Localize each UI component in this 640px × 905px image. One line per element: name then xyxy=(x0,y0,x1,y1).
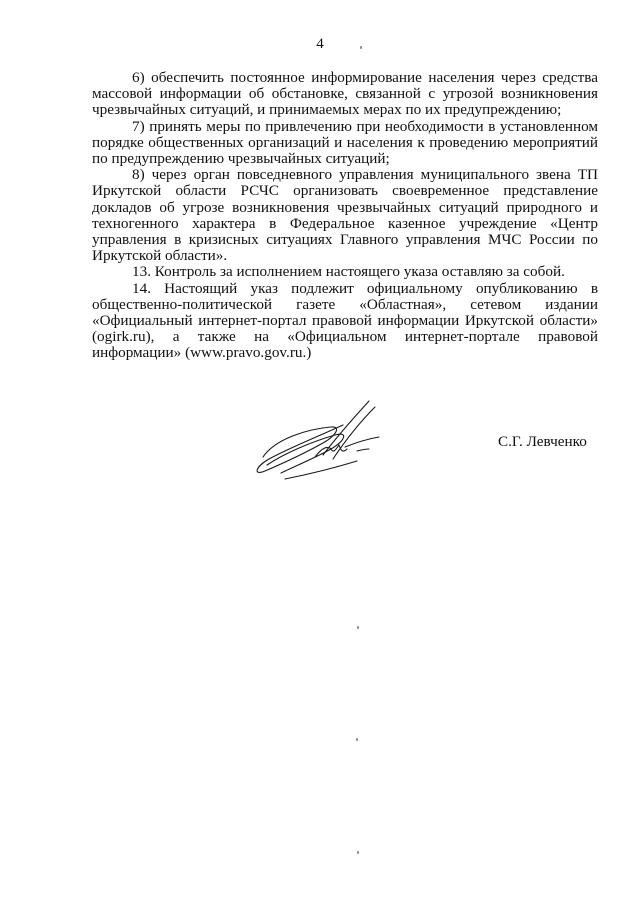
scan-speck xyxy=(360,46,362,49)
handwritten-signature xyxy=(245,395,395,485)
paragraph-item-13: 13. Контроль за исполнением настоящего указа оставляю за собой. xyxy=(132,263,565,281)
page-number: 4 xyxy=(316,36,324,52)
scan-speck xyxy=(357,851,359,854)
scan-speck xyxy=(357,626,359,629)
paragraph-item-7: 7) принять меры по привлечению при необходимости в установленном порядке общественных организаций и населения к проведению мероприятий по предупреждению чрезвычайных ситуаций; xyxy=(92,117,598,168)
scan-speck xyxy=(356,738,358,741)
paragraph-item-14: 14. Настоящий указ подлежит официальному опубликованию в общественно-политической газете «Областная», сетевом издании «Официальный интернет-портал правовой информации Иркутской области» (ogirk.ru), а также на «Официальном интернет-портале правовой информации» (www.pravo.gov.ru.) xyxy=(92,279,598,362)
signer-name: С.Г. Левченко xyxy=(498,433,587,450)
paragraph-item-6: 6) обеспечить постоянное информирование населения через средства массовой информации об обстановке, связанной с угрозой возникновения чрезвычайных ситуаций, и принимаемых мерах по их предупреждению; xyxy=(92,69,598,119)
paragraph-item-8: 8) через орган повседневного управления муниципального звена ТП Иркутской области РСЧС организовать своевременное представление докладов об угрозе возникновения чрезвычайных ситуаций природного и техногенного характера в Федеральное казенное учреждение «Центр управления в кризисных ситуациях Главного управления МЧС России по Иркутской области». xyxy=(92,166,598,265)
document-body xyxy=(92,70,598,362)
